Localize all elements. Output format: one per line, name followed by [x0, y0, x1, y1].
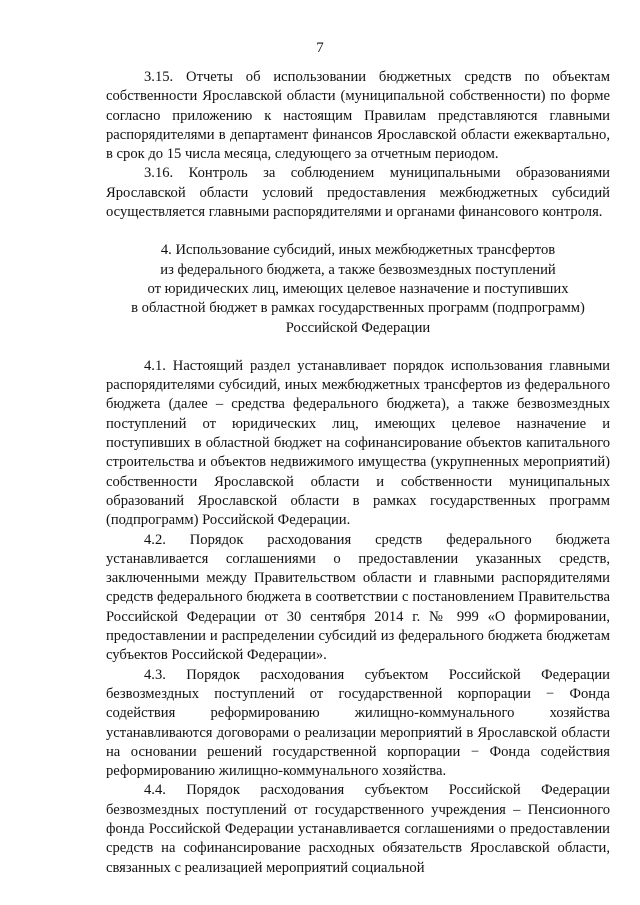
paragraph-4-2: 4.2. Порядок расходования средств федерального бюджета устанавливается соглашениями о предоставлении указанных средств, заключенными между Правительством области и главными распорядителями средств федерального бюджета в соответствии с постановлением Правительства Российской Федерации от 30 сентября 2014 г. № 999 «О формировании, предоставлении и распределении субсидий из федерального бюджета бюджетам субъектов Российской Федерации». [106, 531, 610, 664]
heading-line: 4. Использование субсидий, иных межбюджетных трансфертов [160, 242, 556, 259]
paragraph-4-1: 4.1. Настоящий раздел устанавливает порядок использования главными распорядителями субсидий, иных межбюджетных трансфертов из федерального бюджета (далее – средства федерального бюджета), а также безвозмездных поступлений от юридических лиц, имеющих целевое назначение и поступивших в областной бюджет на софинансирование объектов капитального строительства и объектов недвижимого имущества (укрупненных мероприятий) собственности Ярославской области и собственности муниципальных образований Ярославской области в рамках государственных программ (подпрограмм) Российской Федерации. [106, 357, 610, 529]
document-body [106, 68, 610, 878]
paragraph-4-3: 4.3. Порядок расходования субъектом Российской Федерации безвозмездных поступлений от государственной корпорации − Фонда содействия реформированию жилищно-коммунального хозяйства устанавливаются договорами о реализации мероприятий в Ярославской области на основании решений государственной корпорации − Фонда содействия реформированию жилищно-коммунального хозяйства. [106, 666, 610, 780]
heading-line: от юридических лиц, имеющих целевое назначение и поступивших [147, 280, 569, 297]
paragraph-4-4: 4.4. Порядок расходования субъектом Российской Федерации безвозмездных поступлений от государственного учреждения – Пенсионного фонда Российской Федерации устанавливается соглашениями о предоставлении средств на софинансирование расходных обязательств Ярославской области, связанных с реализацией мероприятий социальной [106, 782, 610, 876]
heading-line: Российской Федерации [285, 319, 431, 336]
section-4-heading [106, 241, 610, 337]
paragraph-3-15: 3.15. Отчеты об использовании бюджетных средств по объектам собственности Ярославской области (муниципальной собственности) по форме согласно приложению к настоящим Правилам представляются главными распорядителями в департамент финансов Ярославской области ежеквартально, в срок до 15 числа месяца, следующего за отчетным периодом. [106, 69, 610, 163]
paragraph-3-16: 3.16. Контроль за соблюдением муниципальными образованиями Ярославской области условий предоставления межбюджетных субсидий осуществляется главными распорядителями и органами финансового контроля. [106, 165, 610, 221]
heading-line: в областной бюджет в рамках государственных программ (подпрограмм) [131, 300, 585, 317]
heading-line: из федерального бюджета, а также безвозмездных поступлений [160, 261, 556, 278]
page-number: 7 [316, 40, 324, 56]
